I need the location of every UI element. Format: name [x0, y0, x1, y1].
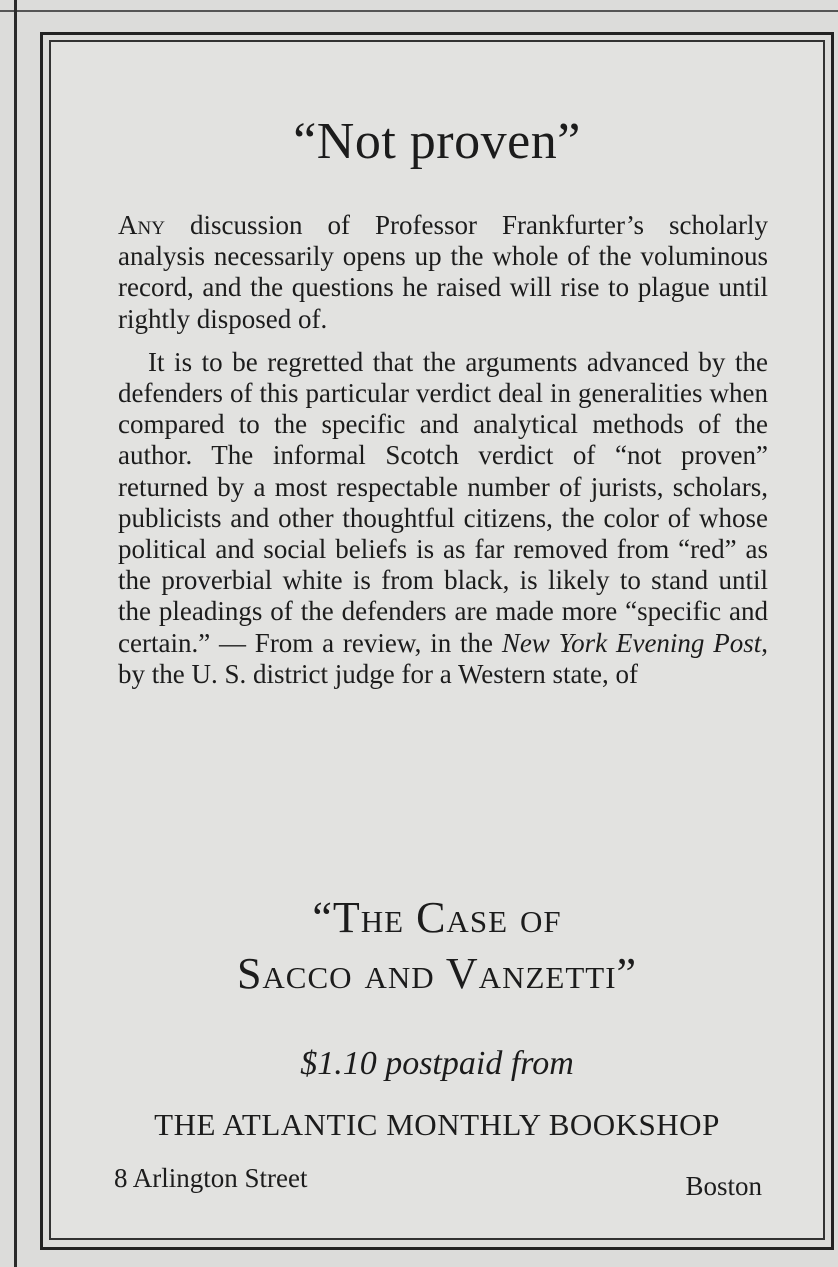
- bookshop-name: THE ATLANTIC MONTHLY BOOKSHOP: [154, 1107, 720, 1142]
- city: Boston: [685, 1171, 762, 1201]
- paragraph-2-text-after: , by the U. S. district judge for a Western state, of: [118, 627, 768, 689]
- headline: “Not proven”: [293, 113, 581, 170]
- book-title: [49, 890, 825, 1002]
- paragraph-2-text-before: It is to be regretted that the arguments advanced by the defenders of this particular verdict deal in generalities when compared to the specific and analytical methods of the author. The informal Scotch verdict of “not proven” returned by a most respectable number of jurists, scholars, publicists and other thoughtful citizens, the color of whose political and social beliefs is as far removed from “red” as the proverbial white is from black, is likely to stand until the pleadings of the defenders are made more “specific and certain.” — From a review, in the: [118, 346, 768, 658]
- publication-name: New York Evening Post: [501, 627, 762, 658]
- book-title-line-2: Sacco and Vanzetti”: [236, 949, 638, 998]
- left-column-rule: [14, 0, 17, 1267]
- price-line: $1.10 postpaid from: [300, 1045, 574, 1082]
- paragraph-1-text: discussion of Professor Frankfurter’s scholarly analysis necessarily opens up the whole of the voluminous record, and the questions he raised will rise to plague until rightly disposed of.: [118, 210, 768, 334]
- street-address: 8 Arlington Street: [114, 1163, 308, 1193]
- top-rule: [0, 10, 838, 12]
- ad-body-text: [118, 210, 768, 690]
- paragraph-1: [118, 210, 768, 335]
- paragraph-2: [118, 347, 768, 690]
- book-title-line-1: “The Case of: [312, 893, 562, 942]
- paragraph-1-lead-word: Any: [118, 210, 165, 240]
